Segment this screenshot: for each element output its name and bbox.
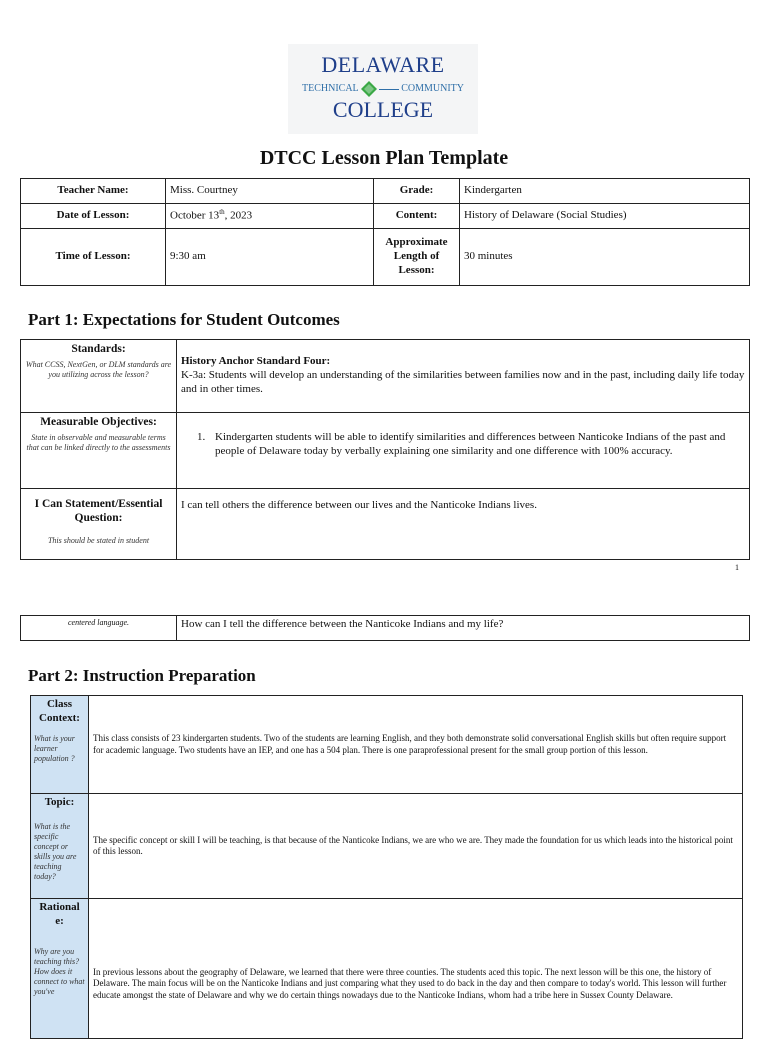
rationale-label: Rational e: — [39, 901, 80, 927]
objectives-hint: State in observable and measurable terms that can be linked directly to the assessments — [26, 433, 171, 453]
context-text: This class consists of 23 kindergarten students. Two of the students are learning English, and they both demonstrate solid conversational English skills but often require support for academic language. Two students have an IEP, and one has a 504 plan. There is one paraprofessional present for the small group portion of this lesson. — [89, 696, 743, 794]
date-suffix: th — [219, 208, 225, 217]
time-value: 9:30 am — [166, 229, 374, 286]
logo-divider-line — [379, 89, 399, 90]
standards-title: History Anchor Standard Four: — [181, 355, 331, 368]
context-label-cell — [31, 696, 89, 794]
logo-left-word: TECHNICAL — [302, 83, 359, 94]
grade-label: Grade: — [374, 179, 460, 204]
topic-label-cell — [31, 794, 89, 899]
context-hint: What is your learner population ? — [34, 733, 75, 763]
logo-middle-row — [302, 80, 464, 98]
grade-value: Kindergarten — [460, 179, 750, 204]
diamond-icon — [361, 81, 377, 97]
date-value — [166, 204, 374, 229]
date-day: October 13 — [170, 209, 220, 222]
part1-heading: Part 1: Expectations for Student Outcomes — [28, 310, 340, 329]
part1-table — [20, 339, 750, 560]
page-number: 1 — [735, 563, 739, 572]
logo-line3: COLLEGE — [332, 97, 434, 122]
standards-label: Standards: — [71, 343, 126, 355]
objectives-label-cell — [21, 413, 177, 489]
rationale-hint: Why are you teaching this? How does it connect to what you've — [34, 946, 85, 996]
ican-label: I Can Statement/Essential Question: — [34, 498, 163, 525]
teacher-value: Miss. Courtney — [166, 179, 374, 204]
teacher-label: Teacher Name: — [21, 179, 166, 204]
standards-hint: What CCSS, NextGen, or DLM standards are you utilizing across the lesson? — [25, 360, 172, 380]
part2-table — [30, 695, 743, 1039]
logo-right-word: COMMUNITY — [401, 83, 464, 94]
rationale-text: In previous lessons about the geography of Delaware, we learned that there were three counties. The students aced this topic. The next lesson will be this one, the history of Delaware. The main focus will be on the Nanticoke Indians and just comparing what they used to do back in the day and then compare to today's world. This lesson will further educate amongst the state of Delaware and why we do certain things nowadays due to the Nanticoke Indians, whom had a tribe here in Sussex County Delaware. — [89, 899, 743, 1039]
content-value: History of Delaware (Social Studies) — [460, 204, 750, 229]
rationale-label-cell — [31, 899, 89, 1039]
objectives-label: Measurable Objectives: — [40, 416, 157, 428]
ican-hint: This should be stated in student — [47, 535, 150, 545]
time-label: Time of Lesson: — [21, 229, 166, 286]
document-title: DTCC Lesson Plan Template — [259, 147, 509, 169]
length-value: 30 minutes — [460, 229, 750, 286]
part2-heading: Part 2: Instruction Preparation — [28, 666, 256, 685]
topic-label: Topic: — [44, 796, 75, 808]
standards-label-cell — [21, 340, 177, 413]
topic-hint: What is the specific concept or skills you are teaching today? — [34, 821, 77, 881]
length-label: Approximate Length of Lesson: — [374, 229, 460, 286]
standards-text: K-3a: Students will develop an understanding of the similarities between families now and in the past, including daily life today and in other times. — [181, 369, 745, 395]
college-logo — [288, 44, 478, 134]
part1-continued-table — [20, 615, 750, 641]
standards-content — [177, 340, 750, 413]
date-year: , 2023 — [224, 209, 253, 222]
ican-hint-continued: centered language. — [21, 616, 177, 641]
lesson-info-table — [20, 178, 750, 286]
objective-text: Kindergarten students will be able to identify similarities and differences between Nanticoke Indians of the past and people of Delaware today by verbally explaining one similarity and one difference with 100% accuracy. — [215, 431, 726, 457]
date-label: Date of Lesson: — [21, 204, 166, 229]
logo-line1: DELAWARE — [321, 52, 445, 77]
ican-text: I can tell others the difference between our lives and the Nanticoke Indians lives. — [177, 489, 750, 560]
essential-question-text: How can I tell the difference between the Nanticoke Indians and my life? — [177, 616, 750, 641]
objectives-content — [177, 413, 750, 489]
content-label: Content: — [374, 204, 460, 229]
ican-label-cell — [21, 489, 177, 560]
objective-number: 1. — [197, 431, 206, 443]
topic-text: The specific concept or skill I will be teaching, is that because of the Nanticoke Indians, we are who we are. They made the foundation for us which leads into the historical point of this lesson. — [89, 794, 743, 899]
context-label: Class Context: — [39, 698, 80, 724]
